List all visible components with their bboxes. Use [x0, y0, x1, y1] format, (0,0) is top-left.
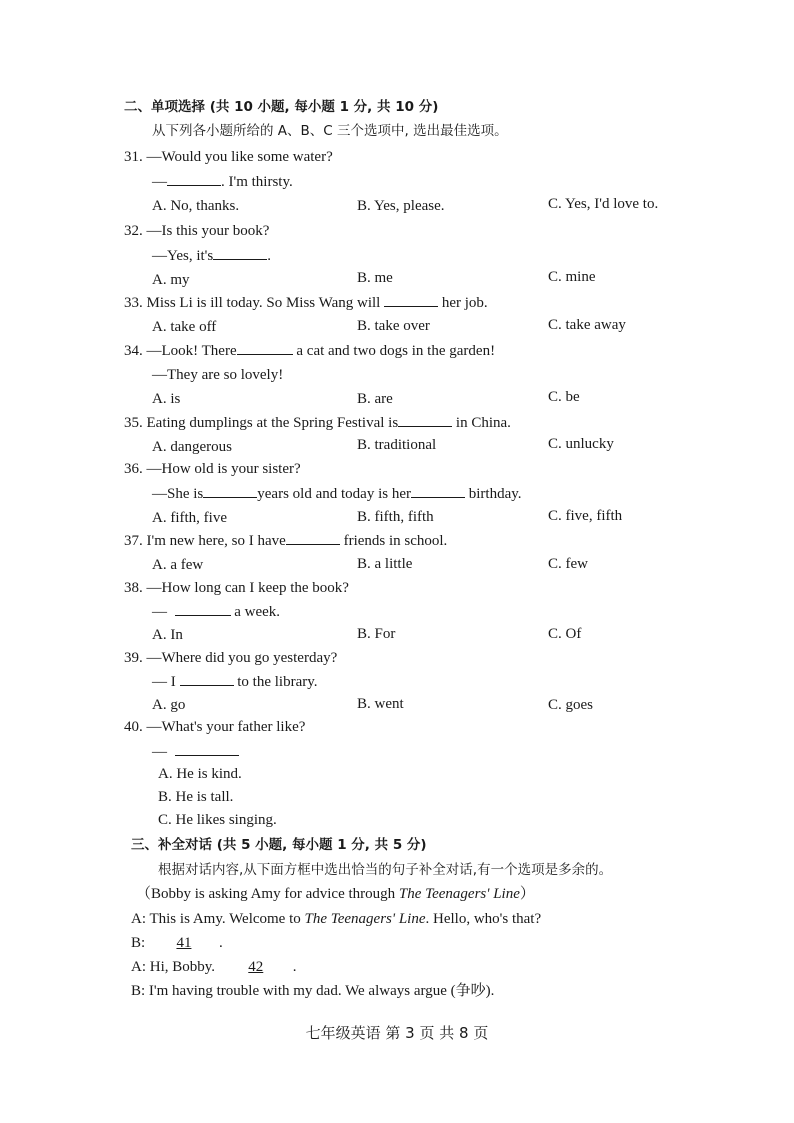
q34-stem: 34. —Look! There a cat and two dogs in the garden!: [124, 340, 495, 361]
q40-option-b: B. He is tall.: [158, 789, 234, 805]
dialogue-context: （Bobby is asking Amy for advice through The Teenagers' Line）: [136, 886, 535, 902]
q39-option-b: B. went: [357, 696, 404, 712]
q32-option-b: B. me: [357, 270, 393, 286]
q34-response: —They are so lovely!: [152, 367, 284, 383]
q35-blank: [398, 412, 452, 427]
q31-blank: [167, 171, 221, 186]
dialogue-line-b1: B: 41 .: [131, 935, 223, 951]
q31-option-c: C. Yes, I'd love to.: [548, 196, 659, 212]
q32-option-c: C. mine: [548, 269, 596, 285]
q36-option-b: B. fifth, fifth: [357, 509, 434, 525]
q39-response: — I to the library.: [152, 671, 318, 692]
dialogue-line-a1: A: This is Amy. Welcome to The Teenagers' Line. Hello, who's that?: [131, 911, 542, 927]
q36-blank-2: [411, 483, 465, 498]
q39-option-a: A. go: [152, 697, 186, 713]
q36-response: —She is years old and today is her birthday.: [152, 483, 522, 504]
section-2-title: 二、单项选择 (共 10 小题, 每小题 1 分, 共 10 分): [124, 99, 439, 115]
q31-option-b: B. Yes, please.: [357, 198, 445, 214]
q33-option-b: B. take over: [357, 318, 430, 334]
q32-option-a: A. my: [152, 272, 190, 288]
q33-stem: 33. Miss Li is ill today. So Miss Wang will her job.: [124, 292, 488, 313]
q33-option-c: C. take away: [548, 317, 626, 333]
q37-option-b: B. a little: [357, 556, 413, 572]
q34-option-b: B. are: [357, 391, 393, 407]
q39-blank: [180, 671, 234, 686]
blank-42: 42: [248, 959, 264, 975]
q40-option-c: C. He likes singing.: [158, 812, 277, 828]
q36-option-c: C. five, fifth: [548, 508, 623, 524]
section-2-instruction: 从下列各小题所给的 A、B、C 三个选项中, 选出最佳选项。: [152, 123, 508, 139]
q35-option-c: C. unlucky: [548, 436, 614, 452]
q40-blank: [175, 741, 239, 756]
q31-stem: 31. —Would you like some water?: [124, 149, 333, 165]
q37-stem: 37. I'm new here, so I have friends in school.: [124, 530, 447, 551]
q38-option-c: C. Of: [548, 626, 582, 642]
q34-blank: [237, 340, 293, 355]
q32-stem: 32. —Is this your book?: [124, 223, 270, 239]
q34-option-c: C. be: [548, 389, 580, 405]
q39-stem: 39. —Where did you go yesterday?: [124, 650, 338, 666]
q32-response: —Yes, it's .: [152, 245, 271, 266]
q35-option-a: A. dangerous: [152, 439, 232, 455]
q33-blank: [384, 292, 438, 307]
q40-response: —: [152, 741, 239, 762]
q36-stem: 36. —How old is your sister?: [124, 461, 301, 477]
q37-blank: [286, 530, 340, 545]
q35-stem: 35. Eating dumplings at the Spring Festival is in China.: [124, 412, 511, 433]
q34-option-a: A. is: [152, 391, 181, 407]
q39-option-c: C. goes: [548, 697, 593, 713]
q38-option-a: A. In: [152, 627, 183, 643]
q33-option-a: A. take off: [152, 319, 217, 335]
q37-option-c: C. few: [548, 556, 588, 572]
q40-stem: 40. —What's your father like?: [124, 719, 306, 735]
dialogue-line-a2: A: Hi, Bobby. 42 .: [131, 959, 297, 975]
q38-response: — a week.: [152, 601, 280, 622]
q38-blank: [175, 601, 231, 616]
page-footer: 七年级英语 第 3 页 共 8 页: [305, 1024, 489, 1042]
dialogue-line-b2: B: I'm having trouble with my dad. We always argue (争吵).: [131, 983, 495, 999]
section-3-title: 三、补全对话 (共 5 小题, 每小题 1 分, 共 5 分): [131, 837, 427, 853]
q40-option-a: A. He is kind.: [158, 766, 242, 782]
q36-option-a: A. fifth, five: [152, 510, 227, 526]
q38-stem: 38. —How long can I keep the book?: [124, 580, 349, 596]
q35-option-b: B. traditional: [357, 437, 437, 453]
q32-blank: [213, 245, 267, 260]
q38-option-b: B. For: [357, 626, 396, 642]
q31-option-a: A. No, thanks.: [152, 198, 240, 214]
q36-blank-1: [203, 483, 257, 498]
q37-option-a: A. a few: [152, 557, 204, 573]
blank-41: 41: [176, 935, 192, 951]
q31-response: — . I'm thirsty.: [152, 171, 293, 192]
section-3-instruction: 根据对话内容,从下面方框中选出恰当的句子补全对话,有一个选项是多余的。: [158, 862, 613, 878]
